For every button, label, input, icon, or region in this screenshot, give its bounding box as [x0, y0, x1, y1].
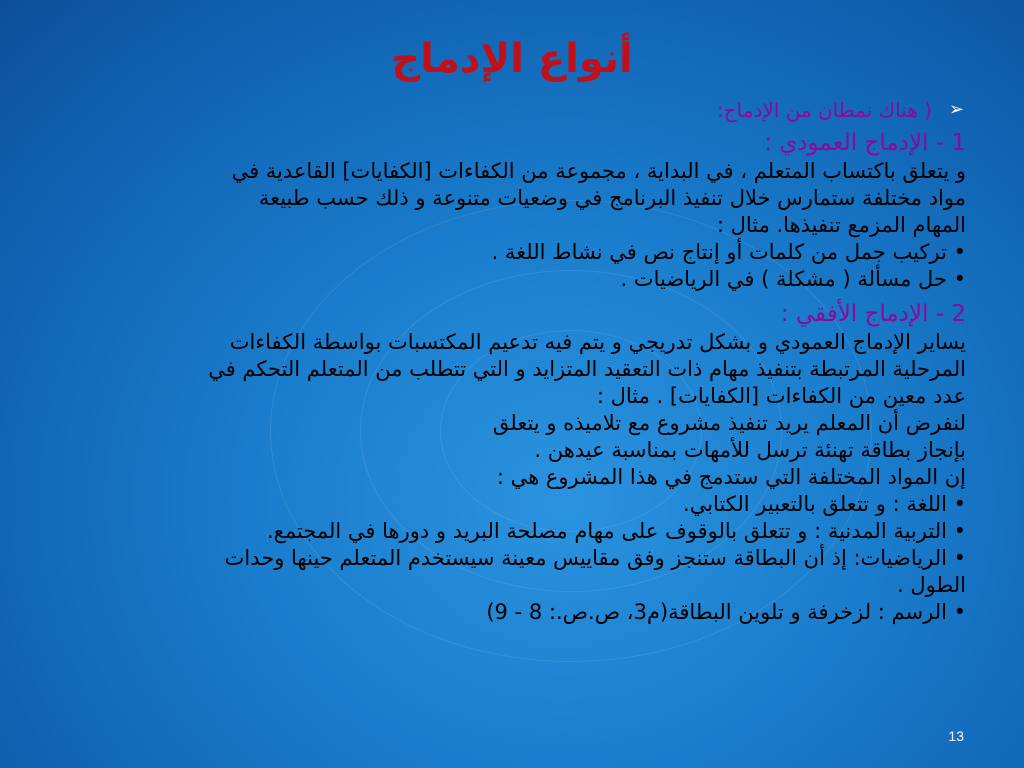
- page-number: 13: [948, 728, 964, 744]
- text-line: لنفرض أن المعلم يريد تنفيذ مشروع مع تلاميذه و يتعلق: [492, 411, 966, 435]
- bullet-line: • الرياضيات: إذ أن البطاقة ستنجز وفق مقاييس معينة سيستخدم المتعلم حينها وحدات: [224, 546, 966, 570]
- section-heading: [36, 299, 966, 329]
- section-title: - الإدماج الأفقي :: [780, 301, 945, 327]
- text-line: مواد مختلفة ستمارس خلال تنفيذ البرنامج في وضعيات متنوعة و ذلك حسب طبيعة: [258, 186, 966, 210]
- section-heading: [36, 128, 966, 158]
- section-number: 2: [951, 301, 966, 327]
- text-line: يساير الإدماج العمودي و بشكل تدريجي و يتم فيه تدعيم المكتسبات بواسطة الكفاءات: [229, 330, 966, 354]
- arrow-bullet-icon: ➢: [948, 99, 964, 120]
- intro-text: ( هناك نمطان من الإدماج:: [717, 98, 932, 122]
- section-title: - الإدماج العمودي :: [764, 130, 945, 156]
- section-vertical: [36, 128, 966, 293]
- section-horizontal: [36, 299, 966, 626]
- bullet-line: • الرسم : لزخرفة و تلوين البطاقة(م3، ص.ص.: 8 - 9): [486, 600, 966, 624]
- text-line: بإنجاز بطاقة تهنئة ترسل للأمهات بمناسبة عيدهن .: [534, 438, 966, 462]
- text-line: و يتعلق باكتساب المتعلم ، في البداية ، مجموعة من الكفاءات [الكفايات] القاعدية في: [231, 159, 966, 183]
- text-line: عدد معين من الكفاءات [الكفايات] . مثال :: [596, 384, 966, 408]
- slide-title: أنواع الإدماج: [391, 36, 633, 82]
- slide-content: [36, 96, 966, 626]
- bullet-line: • اللغة : و تتعلق بالتعبير الكتابي.: [683, 492, 966, 516]
- bullet-line: • التربية المدنية : و تتعلق بالوقوف على مهام مصلحة البريد و دورها في المجتمع.: [266, 519, 966, 543]
- section-number: 1: [951, 130, 966, 156]
- bullet-line: • تركيب جمل من كلمات أو إنتاج نص في نشاط اللغة .: [491, 240, 966, 264]
- bullet-line: • حل مسألة ( مشكلة ) في الرياضيات .: [620, 267, 966, 291]
- text-line: المهام المزمع تنفيذها. مثال :: [716, 213, 966, 237]
- text-line: المرحلية المرتبطة بتنفيذ مهام ذات التعقيد المتزايد و التي تتطلب من المتعلم التحكم في: [208, 357, 966, 381]
- intro-line: [36, 96, 966, 124]
- text-line: الطول .: [897, 573, 966, 597]
- text-line: إن المواد المختلفة التي ستدمج في هذا المشروع هي :: [496, 465, 966, 489]
